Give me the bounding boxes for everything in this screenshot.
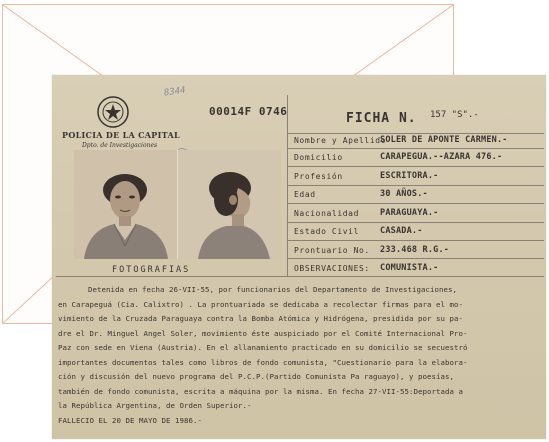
narrative-line: Paz con sede en Viena (Austria). En el allanamiento practicado en su domicilio se secuestró xyxy=(58,343,468,352)
field-label: Nacionalidad xyxy=(294,209,359,218)
narrative-line: también de fondo comunista, escrita a máquina por la misma. En fecha 27-VII-55:Deportada a xyxy=(58,386,463,396)
narrative-line: en Carapeguá (Cia. Calixtro) . La prontuariada se dedicaba a recolectar firmas para el mo- xyxy=(58,299,463,309)
narrative-line: importantes documentos tales como libros de fondo comunista, "Cuestionario para la elabora- xyxy=(58,357,468,367)
narrative-text xyxy=(58,283,544,428)
field-label: Nombre y Apellido xyxy=(294,136,387,145)
front-portrait-photo xyxy=(74,150,177,259)
narrative-line: vimiento de la Cruzada Paraguaya contra la Bomba Atómica y Hidrógena, presidida por su pa- xyxy=(58,314,463,323)
pencil-note: 8344 xyxy=(163,85,187,99)
field-label: Prontuario No. xyxy=(294,246,370,255)
narrative-line: la República Argentina, de Orden Superior.- xyxy=(58,401,252,410)
field-value: CARAPEGUA.--AZARA 476.- xyxy=(380,152,503,162)
field-value: COMUNISTA.- xyxy=(380,263,439,273)
field-value: 30 AÑOS.- xyxy=(380,189,428,199)
photo-pair xyxy=(74,150,281,259)
field-value: SOLER DE APONTE CARMEN.- xyxy=(380,135,508,145)
field-label: Profesión xyxy=(294,172,343,181)
field-rule xyxy=(288,133,544,134)
field-label: Estado Civil xyxy=(294,227,359,236)
section-rule xyxy=(56,276,544,277)
agency-name: POLICIA DE LA CAPITAL xyxy=(62,130,180,140)
field-value: 233.468 R.G.- xyxy=(380,245,450,255)
field-value: CASADA.- xyxy=(380,226,423,236)
field-rule xyxy=(288,203,544,204)
field-rule xyxy=(288,185,544,186)
police-record-card xyxy=(52,75,546,439)
ficha-number: 157 "S".- xyxy=(430,110,479,120)
field-label: Domicilio xyxy=(294,153,343,162)
death-note: FALLECIO EL 20 DE MAYO DE 1986.- xyxy=(58,415,202,425)
narrative-line: Detenida en fecha 26-VII-55, por funcionarios del Departamento de Investigaciones, xyxy=(88,285,457,294)
field-label: OBSERVACIONES: xyxy=(294,264,370,273)
field-rule xyxy=(288,148,544,149)
police-seal-icon xyxy=(97,96,129,128)
field-rule xyxy=(288,166,544,167)
field-rule xyxy=(288,258,544,259)
field-rule xyxy=(288,222,544,223)
field-value: ESCRITORA.- xyxy=(380,171,439,181)
profile-portrait-photo xyxy=(178,150,281,259)
department-name: Dpto. de Investigaciones xyxy=(82,142,158,149)
column-divider xyxy=(287,95,288,277)
narrative-line: ción y discusión del nuevo programa del P.C.P.(Partido Comunista Pa raguayo), y poesías, xyxy=(58,372,454,381)
ficha-title: FICHA N. xyxy=(346,111,417,126)
field-label: Edad xyxy=(294,190,316,199)
field-rule xyxy=(288,240,544,241)
field-value: PARAGUAYA.- xyxy=(380,208,439,218)
narrative-line: dre el Dr. Minguel Angel Soler, movimiento éste auspiciado por el Comité Internacional Pro- xyxy=(58,328,468,338)
stamp-number: 00014F 0746 xyxy=(209,105,288,118)
photos-label: FOTOGRAFIAS xyxy=(112,265,191,275)
